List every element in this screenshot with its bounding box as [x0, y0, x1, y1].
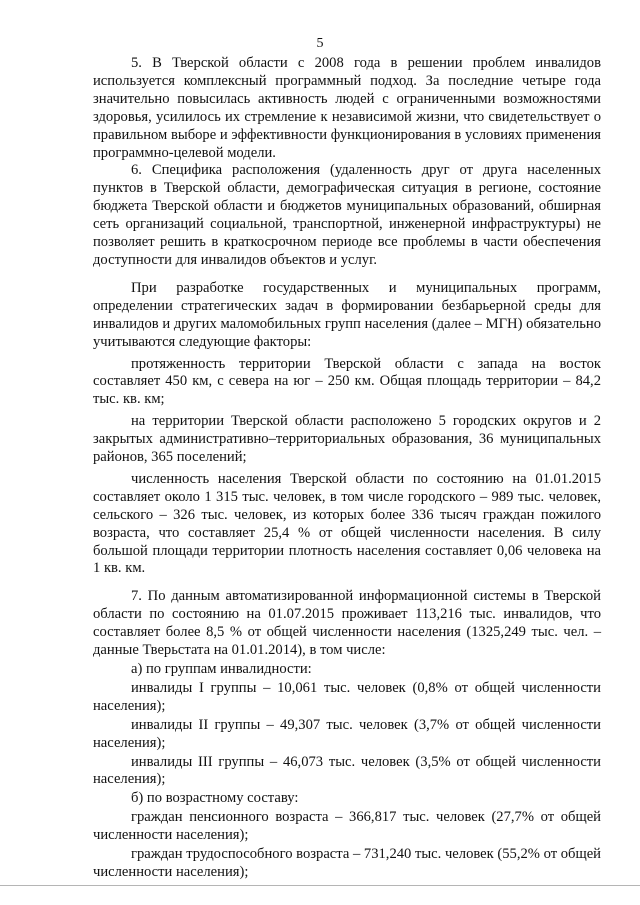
list-item-working-age: граждан трудоспособного возраста – 731,240 тыс. человек (55,2% от общей численности населения); [93, 846, 601, 880]
list-item-pension-age: граждан пенсионного возраста – 366,817 тыс. человек (27,7% от общей численности населения); [93, 809, 601, 844]
factor-territory-length: протяженность территории Тверской области с запада на восток составляет 450 км, с севера на юг – 250 км. Общая площадь территории – 84,2 тыс. кв. км; [93, 355, 601, 408]
paragraph-6-location-specifics: 6. Специфика расположения (удаленность друг от друга населенных пунктов в Тверской области, демографическая ситуация в регионе, состояние бюджета Тверской области и бюджетов муниципальных образований, обширная сеть организаций социальной, транспортной, инженерной инфраструктуры) не позволяет решить в краткосрочном периоде все проблемы в части обеспечения доступности для инвалидов объектов и услуг. [93, 162, 601, 268]
page-number: 5 [316, 36, 324, 51]
bottom-scan-edge [0, 885, 640, 886]
list-item-group-1: инвалиды I группы – 10,061 тыс. человек (0,8% от общей численности населения); [93, 679, 601, 714]
factor-municipalities: на территории Тверской области расположено 5 городских округов и 2 закрытых административно–территориальных образования, 36 муниципальных районов, 365 поселений; [93, 413, 601, 466]
paragraph-7-disabled-statistics: 7. По данным автоматизированной информационной системы в Тверской области по состоянию на 01.07.2015 проживает 113,216 тыс. инвалидов, что составляет более 8,5 % от общей численности населения (1325,249 тыс. чел. – данные Тверьстата на 01.01.2014), в том числе: [93, 588, 601, 659]
paragraph-program-development: При разработке государственных и муниципальных программ, определении стратегических задач в формировании безбарьерной среды для инвалидов и других маломобильных групп населения (далее – МГН) обязательно учитываются следующие факторы: [93, 279, 601, 350]
paragraph-5-comprehensive-approach: 5. В Тверской области с 2008 года в решении проблем инвалидов используется комплексный программный подход. За последние четыре года значительно повысилась активность людей с ограниченными возможностями здоровья, усилилось их стремление к независимой жизни, что свидетельствует о правильном выборе и эффективности функционирования в условиях применения программно-целевой модели. [93, 55, 601, 161]
list-item-group-2: инвалиды II группы – 49,307 тыс. человек (3,7% от общей численности населения); [93, 716, 601, 751]
document-body [93, 55, 601, 882]
factor-population: численность населения Тверской области по состоянию на 01.01.2015 составляет около 1 315 тыс. человек, в том числе городского – 989 тыс. человек, сельского – 326 тыс. человек, из которых более 336 тысяч граждан пожилого возраста, что составляет 25,4 % от общей численности населения. В силу большой площади территории плотность населения составляет 0,06 человека на 1 кв. км. [93, 470, 601, 577]
list-item-group-3: инвалиды III группы – 46,073 тыс. человек (3,5% от общей численности населения); [93, 753, 601, 788]
list-heading-age-composition: б) по возрастному составу: [131, 790, 299, 807]
list-heading-disability-groups: а) по группам инвалидности: [131, 661, 312, 677]
